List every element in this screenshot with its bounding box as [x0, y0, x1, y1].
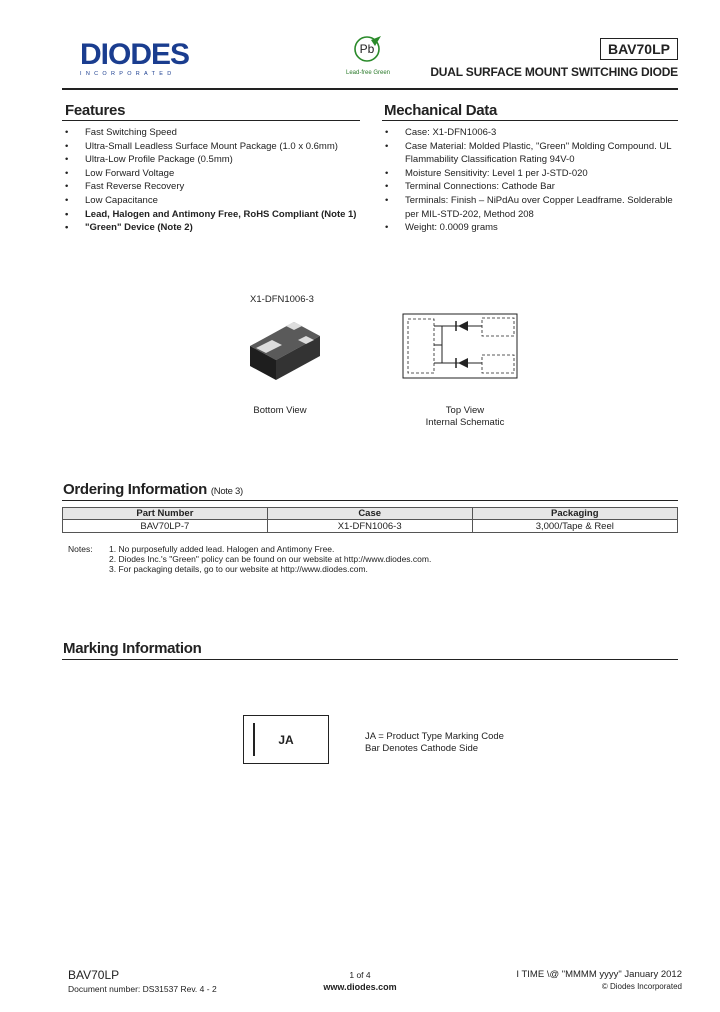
table-row: [63, 520, 678, 533]
header-rule: [62, 88, 678, 90]
marking-desc-code: JA = Product Type Marking Code: [365, 731, 504, 742]
note-1: 1. No purposefully added lead. Halogen and Antimony Free.: [109, 544, 335, 554]
package-label: X1-DFN1006-3: [250, 294, 314, 305]
mechanical-rule: [382, 120, 678, 121]
footer-url: www.diodes.com: [323, 982, 397, 992]
lead-free-badge: [338, 34, 398, 74]
ordering-table: [62, 507, 678, 533]
internal-schematic-diagram: [402, 313, 518, 379]
mechanical-title: Mechanical Data: [384, 102, 498, 119]
footer-date: I TIME \@ "MMMM yyyy" January 2012: [516, 969, 682, 980]
cell-case: X1-DFN1006-3: [267, 520, 472, 533]
part-number-box: BAV70LP: [600, 38, 678, 60]
logo-text: DIODES: [80, 38, 190, 71]
lead-free-caption: Lead-free Green: [345, 70, 391, 76]
marking-title: Marking Information: [63, 640, 202, 657]
footer-part-number: BAV70LP: [68, 968, 120, 982]
document-subtitle: DUAL SURFACE MOUNT SWITCHING DIODE: [430, 65, 678, 79]
feature-item: • "Green" Device (Note 2): [63, 221, 363, 235]
notes-label: Notes:: [68, 544, 93, 554]
features-rule: [62, 120, 360, 121]
mechanical-item: • Terminals: Finish – NiPdAu over Copper Leadframe. Solderable per MIL-STD-202, Method 208: [383, 194, 683, 221]
pb-symbol: Pb: [359, 42, 375, 56]
col-case: Case: [267, 508, 472, 520]
bottom-view-label: Bottom View: [253, 405, 307, 416]
feature-item: • Lead, Halogen and Antimony Free, RoHS Compliant (Note 1): [63, 208, 363, 222]
footer-document-number: Document number: DS31537 Rev. 4 - 2: [68, 984, 217, 994]
mechanical-item: • Terminal Connections: Cathode Bar: [383, 180, 683, 194]
ordering-header-row: [63, 508, 678, 520]
marking-rule: [62, 659, 678, 660]
col-part-number: Part Number: [63, 508, 268, 520]
note-3: 3. For packaging details, go to our website at http://www.diodes.com.: [109, 564, 368, 574]
lead-free-icon: [351, 34, 385, 64]
feature-item: • Fast Reverse Recovery: [63, 180, 363, 194]
col-packaging: Packaging: [472, 508, 677, 520]
marking-box: [243, 715, 329, 764]
marking-desc-bar: Bar Denotes Cathode Side: [365, 743, 479, 754]
ordering-title-text: Ordering Information: [63, 481, 208, 498]
marking-code: JA: [278, 733, 294, 747]
note-2: 2. Diodes Inc.'s "Green" policy can be found on our website at http://www.diodes.com.: [109, 554, 432, 564]
schematic-label: Internal Schematic: [425, 417, 505, 428]
mechanical-item: • Case: X1-DFN1006-3: [383, 126, 683, 140]
mechanical-list: [383, 126, 683, 235]
features-list: [63, 126, 363, 235]
mechanical-item: • Moisture Sensitivity: Level 1 per J-STD-020: [383, 167, 683, 181]
features-title: Features: [65, 102, 126, 119]
ordering-note: (Note 3): [210, 486, 243, 497]
feature-item: • Ultra-Small Leadless Surface Mount Package (1.0 x 0.6mm): [63, 140, 363, 154]
package-bottom-view-image: [242, 318, 322, 384]
footer-page-number: 1 of 4: [349, 970, 371, 980]
mechanical-item: • Weight: 0.0009 grams: [383, 221, 683, 235]
marking-description: [365, 731, 504, 755]
footer-copyright: © Diodes Incorporated: [601, 982, 682, 991]
feature-item: • Ultra-Low Profile Package (0.5mm): [63, 153, 363, 167]
ordering-title: [63, 481, 243, 498]
feature-item: • Fast Switching Speed: [63, 126, 363, 140]
feature-item: • Low Capacitance: [63, 194, 363, 208]
mechanical-item: • Case Material: Molded Plastic, "Green" Molding Compound. UL Flammability Classification Rating 94V-0: [383, 140, 683, 167]
diodes-logo: [80, 40, 205, 78]
logo-subtext: INCORPORATED: [80, 71, 176, 77]
top-view-label: Top View: [445, 405, 485, 416]
cell-part-number: BAV70LP-7: [63, 520, 268, 533]
ordering-rule: [62, 500, 678, 501]
cell-packaging: 3,000/Tape & Reel: [472, 520, 677, 533]
feature-item: • Low Forward Voltage: [63, 167, 363, 181]
